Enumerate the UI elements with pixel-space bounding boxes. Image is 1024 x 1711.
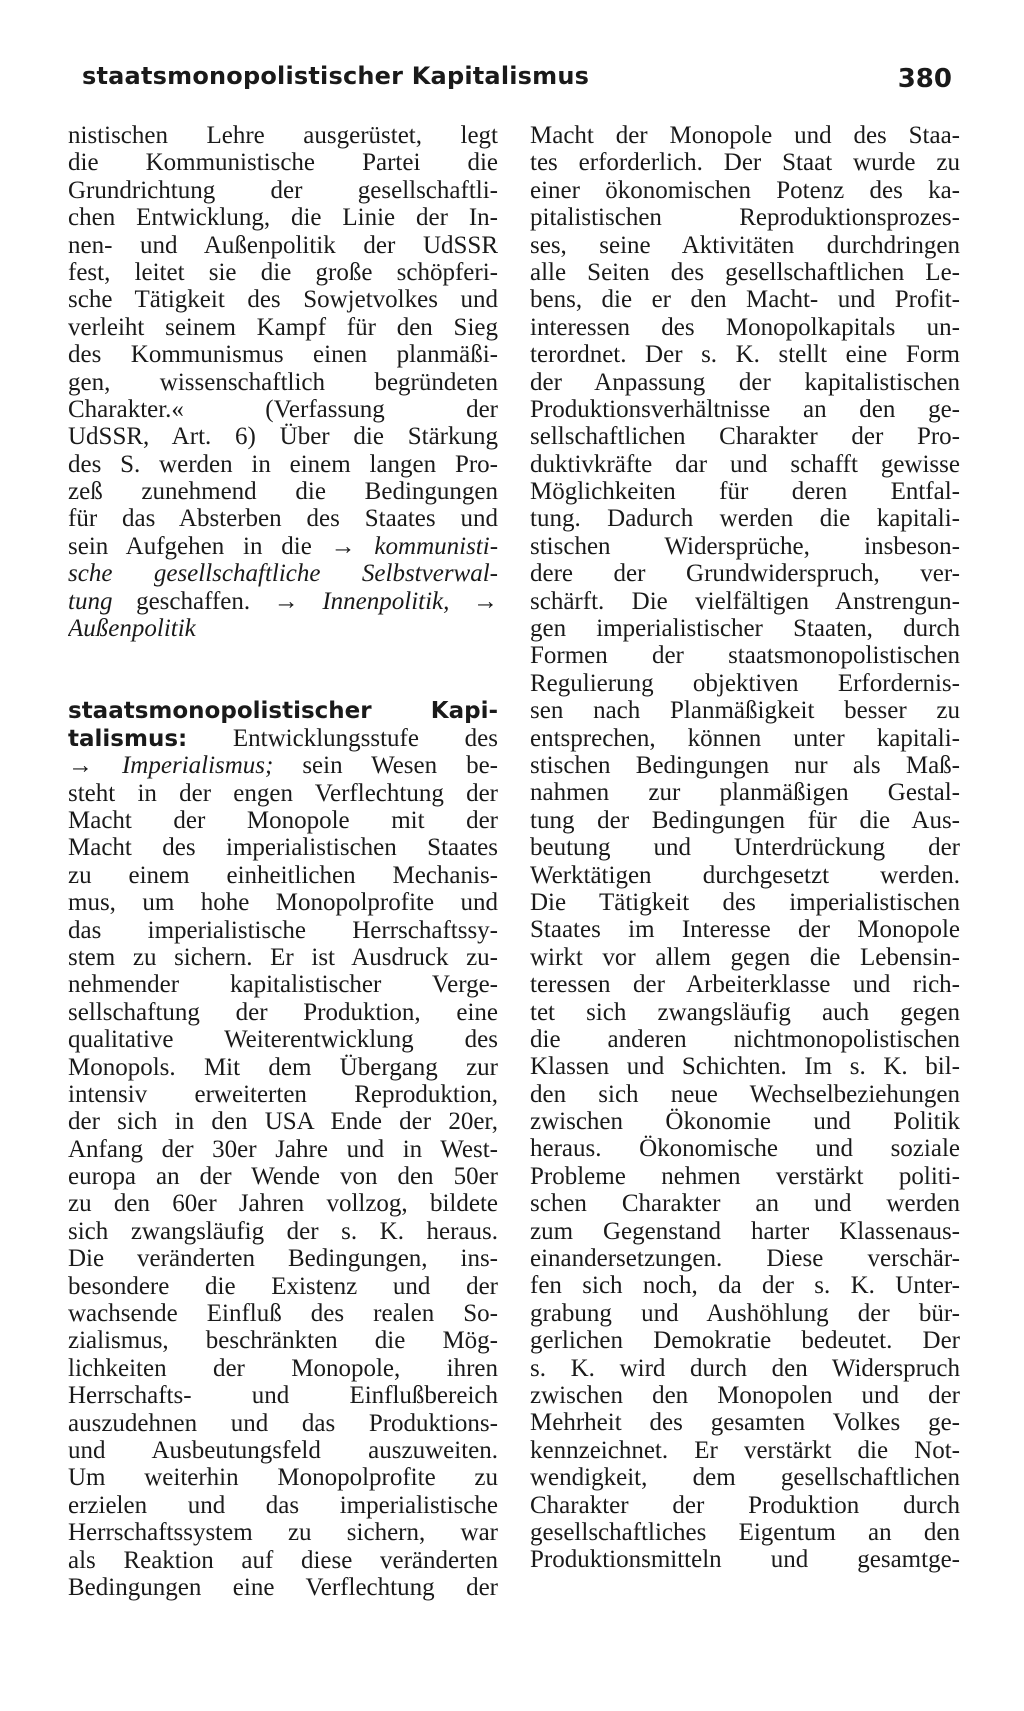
text-line: für das Absterben des Staates und [68, 505, 498, 533]
text-line: steht in der engen Verflechtung der [68, 779, 498, 807]
text-line [68, 725, 498, 752]
text-line: gesellschaftliches Eigentum an den [530, 1518, 960, 1546]
text-line: heraus. Ökonomische und soziale [530, 1135, 960, 1163]
cross-reference-link[interactable]: tung [68, 587, 113, 615]
text-line: zeß zunehmend die Bedingungen [68, 478, 498, 506]
page-number: 380 [897, 64, 952, 94]
text-line: als Reaktion auf diese veränderten [68, 1546, 498, 1574]
cross-reference-link[interactable]: kommunisti- [374, 532, 498, 560]
left-column [68, 122, 498, 1601]
entry-separator [68, 642, 498, 697]
text-line: tet sich zwangsläufig auch gegen [530, 998, 960, 1026]
text-line: fen sich noch, da der s. K. Unter- [530, 1272, 960, 1300]
text-line: Macht der Monopole und des Staa- [530, 122, 960, 149]
right-column [530, 122, 960, 1574]
cross-reference-arrow-icon: → [273, 587, 299, 615]
cross-reference-link[interactable]: Innenpolitik, [322, 587, 450, 615]
text-line: zu den 60er Jahren vollzog, bildete [68, 1190, 498, 1218]
text-line: Formen der staatsmonopolistischen [530, 642, 960, 670]
text-line: ses, seine Aktivitäten durchdringen [530, 231, 960, 259]
text-line: sellschaftung der Produktion, eine [68, 998, 498, 1026]
text-line: nahmen zur planmäßigen Gestal- [530, 779, 960, 807]
text-line: gen, wissenschaftlich begründeten [68, 368, 498, 396]
text-line [68, 752, 498, 779]
text-line: zwischen den Monopolen und der [530, 1381, 960, 1409]
text-line: alle Seiten des gesellschaftlichen Le- [530, 258, 960, 286]
text-line: grabung und Aushöhlung der bür- [530, 1299, 960, 1327]
text-line: erzielen und das imperialistische [68, 1491, 498, 1519]
text-line: tung der Bedingungen für die Aus- [530, 806, 960, 834]
text-line: Produktionsmitteln und gesamtge- [530, 1546, 960, 1574]
text-line: tes erforderlich. Der Staat wurde zu [530, 149, 960, 177]
text-line: interessen des Monopolkapitals un- [530, 313, 960, 341]
text-line: und Ausbeutungsfeld auszuweiten. [68, 1436, 498, 1464]
text-line: Staates im Interesse der Monopole [530, 916, 960, 944]
text-line: verleiht seinem Kampf für den Sieg [68, 313, 498, 341]
text-line: die Kommunistische Partei die [68, 149, 498, 177]
text-line: wendigkeit, dem gesellschaftlichen [530, 1464, 960, 1492]
cross-reference-arrow-icon: → [330, 532, 356, 560]
text-line: europa an der Wende von den 50er [68, 1163, 498, 1191]
page-header [82, 62, 952, 102]
text-line: des Kommunismus einen planmäßi- [68, 341, 498, 369]
text-line: der Anpassung der kapitalistischen [530, 368, 960, 396]
entry-heading [68, 697, 498, 724]
text-line: Macht der Monopole mit der [68, 806, 498, 834]
text-line: Um weiterhin Monopolprofite zu [68, 1464, 498, 1492]
text-line: bens, die er den Macht- und Profit- [530, 286, 960, 314]
cross-reference-link[interactable]: Außenpolitik [68, 615, 196, 643]
text-line: das imperialistische Herrschaftssy- [68, 916, 498, 944]
text-line: Macht des imperialistischen Staates [68, 834, 498, 862]
text-line: des S. werden in einem langen Pro- [68, 450, 498, 478]
text-fragment: geschaffen. [136, 587, 251, 615]
text-line: Die veränderten Bedingungen, ins- [68, 1245, 498, 1273]
text-line [68, 533, 498, 560]
text-line: Herrschaftssystem zu sichern, war [68, 1519, 498, 1547]
text-line: mus, um hohe Monopolprofite und [68, 889, 498, 917]
text-line: Regulierung objektiven Erfordernis- [530, 669, 960, 697]
text-line: zu einem einheitlichen Mechanis- [68, 861, 498, 889]
text-line: Monopols. Mit dem Übergang zur [68, 1053, 498, 1081]
text-line: gen imperialistischer Staaten, durch [530, 615, 960, 643]
cross-reference-link[interactable]: Imperialismus; [121, 752, 274, 780]
text-fragment: sein Aufgehen in die [68, 532, 312, 560]
text-fragment: Entwicklungsstufe des [232, 724, 498, 752]
text-line: stischen Bedingungen nur als Maß- [530, 751, 960, 779]
text-line: Werktätigen durchgesetzt werden. [530, 861, 960, 889]
text-line: den sich neue Wechselbeziehungen [530, 1080, 960, 1108]
text-line: teressen der Arbeiterklasse und rich- [530, 971, 960, 999]
running-title: staatsmonopolistischer Kapitalismus [82, 62, 590, 90]
text-line: Probleme nehmen verstärkt politi- [530, 1162, 960, 1190]
text-fragment: sein Wesen be- [302, 752, 498, 780]
text-line: Charakter.« (Verfassung der [68, 395, 498, 423]
text-line: stischen Widersprüche, insbeson- [530, 532, 960, 560]
text-line: dere der Grundwiderspruch, ver- [530, 560, 960, 588]
text-line: gerlichen Demokratie bedeutet. Der [530, 1327, 960, 1355]
text-line: Möglichkeiten für deren Entfal- [530, 478, 960, 506]
text-line: s. K. wird durch den Widerspruch [530, 1354, 960, 1382]
text-line: auszudehnen und das Produktions- [68, 1409, 498, 1437]
text-line: Herrschafts- und Einflußbereich [68, 1382, 498, 1410]
text-line: Klassen und Schichten. Im s. K. bil- [530, 1053, 960, 1081]
text-line: zwischen Ökonomie und Politik [530, 1108, 960, 1136]
cross-reference-arrow-icon: → [68, 752, 93, 780]
text-line: sche Tätigkeit des Sowjetvolkes und [68, 286, 498, 314]
text-line: Produktionsverhältnisse an den ge- [530, 395, 960, 423]
text-line: chen Entwicklung, die Linie der In- [68, 204, 498, 232]
text-line: wachsende Einfluß des realen So- [68, 1300, 498, 1328]
text-line: schen Charakter an und werden [530, 1190, 960, 1218]
text-line: intensiv erweiterten Reproduktion, [68, 1080, 498, 1108]
text-line: die anderen nichtmonopolistischen [530, 1025, 960, 1053]
text-line: einer ökonomischen Potenz des ka- [530, 176, 960, 204]
text-line: zialismus, beschränkten die Mög- [68, 1327, 498, 1355]
text-line: schärft. Die vielfältigen Anstrengun- [530, 587, 960, 615]
text-line: der sich in den USA Ende der 20er, [68, 1108, 498, 1136]
text-line: beutung und Unterdrückung der [530, 834, 960, 862]
text-line: Die Tätigkeit des imperialistischen [530, 888, 960, 916]
text-line: stem zu sichern. Er ist Ausdruck zu- [68, 943, 498, 971]
text-line: besondere die Existenz und der [68, 1272, 498, 1300]
cross-reference-link[interactable]: sche gesellschaftliche Selbstverwal- [68, 560, 498, 588]
text-line: zum Gegenstand harter Klassenaus- [530, 1217, 960, 1245]
text-line: Charakter der Produktion durch [530, 1491, 960, 1519]
text-line: wirkt vor allem gegen die Lebensin- [530, 943, 960, 971]
text-line: Bedingungen eine Verflechtung der [68, 1573, 498, 1601]
text-line: duktivkräfte dar und schafft gewisse [530, 450, 960, 478]
text-line: kennzeichnet. Er verstärkt die Not- [530, 1436, 960, 1464]
text-line: nehmender kapitalistischer Verge- [68, 971, 498, 999]
text-line: qualitative Weiterentwicklung des [68, 1026, 498, 1054]
text-line: nen- und Außenpolitik der UdSSR [68, 231, 498, 259]
text-line: terordnet. Der s. K. stellt eine Form [530, 341, 960, 369]
text-line: lichkeiten der Monopole, ihren [68, 1354, 498, 1382]
text-line: einandersetzungen. Diese verschär- [530, 1245, 960, 1273]
text-line: sich zwangsläufig der s. K. heraus. [68, 1217, 498, 1245]
text-line: Anfang der 30er Jahre und in West- [68, 1135, 498, 1163]
text-line: sellschaftlichen Charakter der Pro- [530, 423, 960, 451]
text-line: sen nach Planmäßigkeit besser zu [530, 697, 960, 725]
text-line: Grundrichtung der gesellschaftli- [68, 176, 498, 204]
text-line: entsprechen, können unter kapitali- [530, 724, 960, 752]
text-line: nistischen Lehre ausgerüstet, legt [68, 122, 498, 149]
text-line: tung. Dadurch werden die kapitali- [530, 505, 960, 533]
entry-lemma: talismus: [68, 725, 188, 752]
text-line: pitalistischen Reproduktionsprozes- [530, 204, 960, 232]
text-line: Mehrheit des gesamten Volkes ge- [530, 1409, 960, 1437]
text-line: fest, leitet sie die große schöpferi- [68, 258, 498, 286]
text-line [68, 588, 498, 615]
text-line: UdSSR, Art. 6) Über die Stärkung [68, 423, 498, 451]
entry-lemma: staatsmonopolistischer Kapi- [68, 698, 498, 725]
cross-reference-arrow-icon: → [473, 587, 498, 615]
